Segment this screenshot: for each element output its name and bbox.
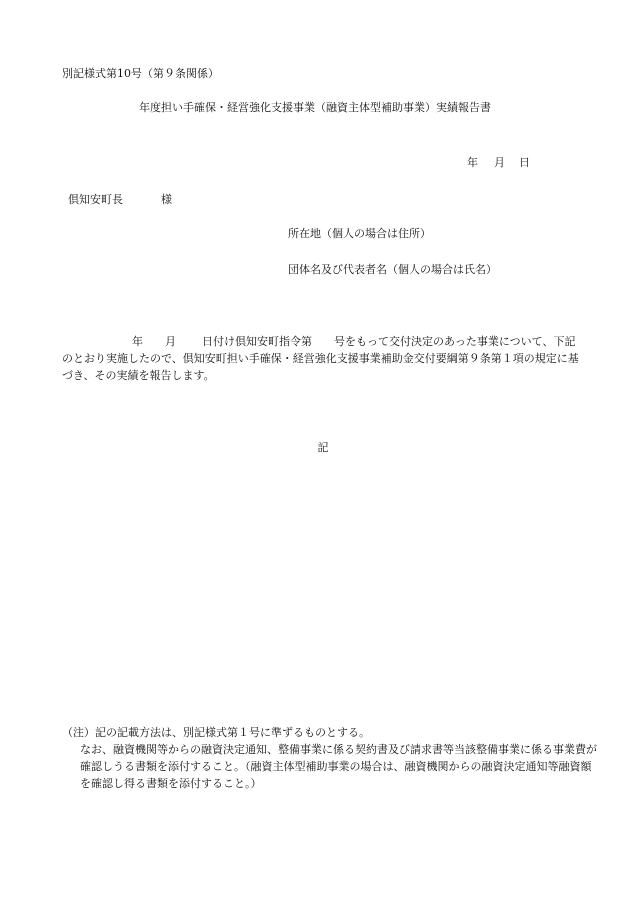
ki-heading: 記 [317, 441, 329, 454]
document-title: 年度担い手確保・経営強化支援事業（融資主体型補助事業）実績報告書 [139, 101, 491, 114]
date-line [467, 157, 530, 168]
date-year: 年 [467, 156, 478, 169]
body-month: 月 [165, 335, 176, 348]
note-block [62, 724, 602, 792]
form-number: 別記様式第10号（第９条関係） [62, 67, 219, 80]
addressee-line [68, 194, 172, 205]
body-statement: 号をもって交付決定のあった事業について、下記のとおり実施したので、倶知安町担い手確保・経営強化支援事業補助金交付要綱第９条第１項の規定に基づき、その実績を報告します。 [62, 335, 579, 382]
body-directive: 日付け倶知安町指令第 [202, 335, 312, 348]
date-day: 日 [519, 156, 530, 169]
applicant-address-label: 所在地（個人の場合は住所） [288, 227, 431, 240]
addressee-name: 倶知安町長 [68, 193, 123, 206]
addressee-honorific: 様 [161, 193, 172, 206]
date-month: 月 [494, 156, 505, 169]
body-year: 年 [132, 335, 143, 348]
note-line-1: （注）記の記載方法は、別記様式第１号に準ずるものとする。 [62, 726, 370, 739]
note-line-2: なお、融資機関等からの融資決定通知、整備事業に係る契約書及び請求書等当該整備事業に係る事業費が確認しうる書類を添付すること。（融資主体型補助事業の場合は、融資機関からの融資決定通知等融資額を確認し得る書類を添付すること。） [80, 743, 597, 790]
report-body-paragraph [62, 333, 582, 384]
applicant-representative-label: 団体名及び代表者名（個人の場合は氏名） [288, 263, 497, 276]
